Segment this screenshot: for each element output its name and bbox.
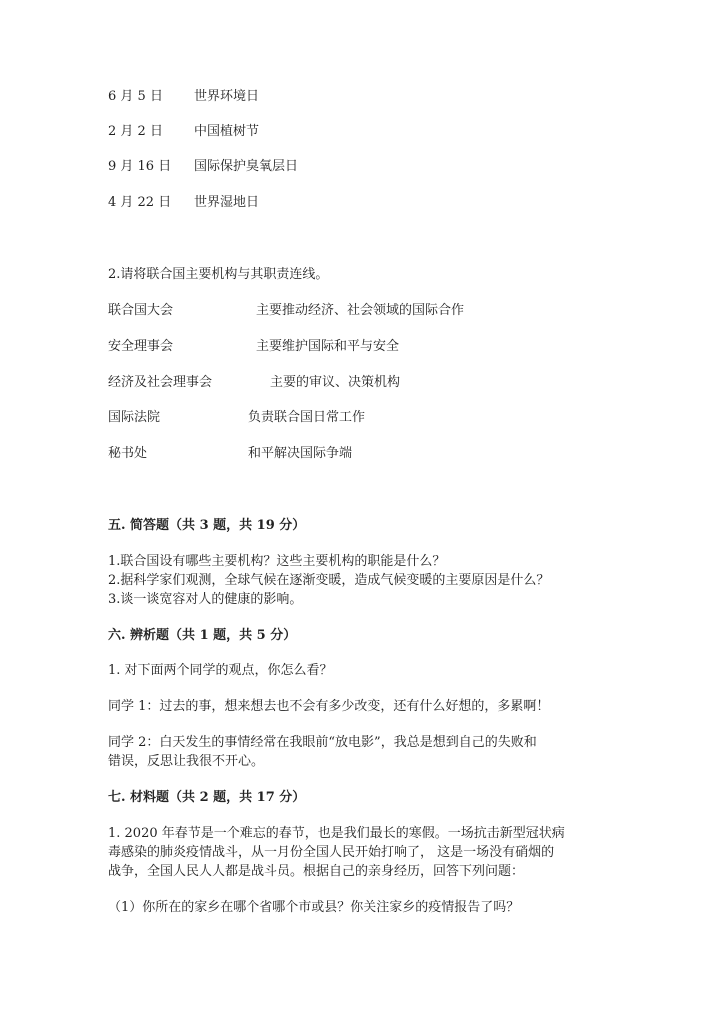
section6-view2-line2: 错误，反思让我很不开心。 <box>108 754 265 769</box>
section5-question: 3.谈一谈宽容对人的健康的影响。 <box>108 592 303 607</box>
un-organ: 国际法院 <box>108 410 161 425</box>
section5-title: 五. 简答题（共 3 题，共 19 分） <box>108 518 306 533</box>
un-organ: 经济及社会理事会 <box>108 375 213 390</box>
env-day-name: 国际保护臭氧层日 <box>194 159 299 174</box>
env-day-name: 世界环境日 <box>194 89 260 104</box>
section7-para-line1: 1. 2020 年春节是一个难忘的春节，也是我们最长的寒假。一场抗击新型冠状病 <box>108 826 565 841</box>
env-day-name: 中国植树节 <box>194 124 260 139</box>
section5-question: 2.据科学家们观测，全球气候在逐渐变暖，造成气候变暖的主要原因是什么？ <box>108 573 550 588</box>
env-day-date: 6 月 5 日 <box>108 89 163 104</box>
section6-question: 1. 对下面两个同学的观点，你怎么看？ <box>108 663 333 678</box>
un-duty: 主要的审议、决策机构 <box>270 375 401 390</box>
un-duty: 主要维护国际和平与安全 <box>256 339 400 354</box>
section7-sub-question: （1）你所在的家乡在哪个省哪个市或县？你关注家乡的疫情报告了吗？ <box>108 900 520 915</box>
un-duty: 负责联合国日常工作 <box>248 410 366 425</box>
env-day-date: 9 月 16 日 <box>108 159 172 174</box>
section7-para-line3: 战争，全国人民人人都是战斗员。根据自己的亲身经历，回答下列问题： <box>108 864 525 879</box>
un-organ: 安全理事会 <box>108 339 174 354</box>
env-day-date: 4 月 22 日 <box>108 195 172 210</box>
env-day-name: 世界湿地日 <box>194 195 260 210</box>
un-organ: 秘书处 <box>108 446 148 461</box>
un-duty: 和平解决国际争端 <box>248 446 353 461</box>
section6-view2-line1: 同学 2：白天发生的事情经常在我眼前“放电影”，我总是想到自己的失败和 <box>108 735 537 750</box>
env-day-date: 2 月 2 日 <box>108 124 163 139</box>
un-duty: 主要推动经济、社会领域的国际合作 <box>256 303 465 318</box>
un-question-prompt: 2.请将联合国主要机构与其职责连线。 <box>108 267 329 282</box>
section7-title: 七. 材料题（共 2 题，共 17 分） <box>108 790 306 805</box>
section5-question: 1.联合国设有哪些主要机构？这些主要机构的职能是什么？ <box>108 554 446 569</box>
un-organ: 联合国大会 <box>108 303 174 318</box>
section7-para-line2: 毒感染的肺炎疫情战斗，从一月份全国人民开始打响了， 这是一场没有硝烟的 <box>108 845 555 860</box>
section6-view1: 同学 1：过去的事，想来想去也不会有多少改变，还有什么好想的，多累啊！ <box>108 699 550 714</box>
section6-title: 六. 辨析题（共 1 题，共 5 分） <box>108 628 297 643</box>
